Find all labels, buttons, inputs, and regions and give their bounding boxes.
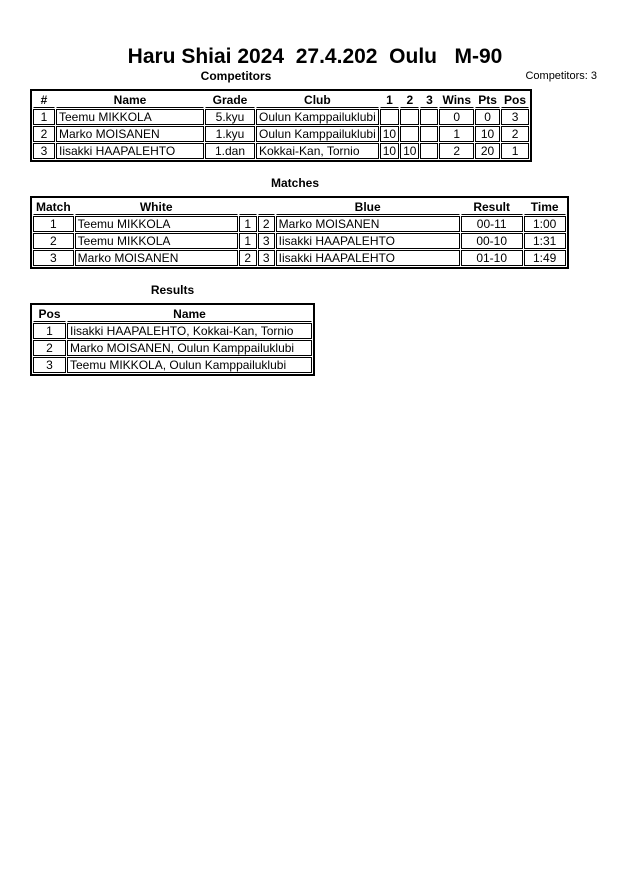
competitors-header-round3: 3 [420, 92, 438, 108]
competitor-grade: 1.dan [205, 143, 255, 159]
competitor-number: 1 [33, 109, 55, 125]
match-blue-competitor-number: 2 [258, 216, 275, 232]
matches-header-match: Match [33, 199, 74, 215]
match-blue-name: Iisakki HAAPALEHTO [276, 250, 460, 266]
competitor-round3-score [420, 126, 438, 142]
match-white-competitor-number: 1 [239, 233, 257, 249]
competitor-row [33, 126, 529, 142]
competitor-pts: 20 [475, 143, 500, 159]
match-blue-name: Iisakki HAAPALEHTO [276, 233, 460, 249]
match-result: 01-10 [461, 250, 523, 266]
result-pos: 3 [33, 357, 66, 373]
results-header-pos: Pos [33, 306, 66, 322]
matches-header-time: Time [524, 199, 566, 215]
match-result: 00-11 [461, 216, 523, 232]
competitor-round3-score [420, 109, 438, 125]
competitor-pts: 0 [475, 109, 500, 125]
competitor-club: Kokkai-Kan, Tornio [256, 143, 379, 159]
match-white-competitor-number: 2 [239, 250, 257, 266]
competitors-header-club: Club [256, 92, 379, 108]
result-name: Iisakki HAAPALEHTO, Kokkai-Kan, Tornio [67, 323, 312, 339]
competitors-header-round1: 1 [380, 92, 399, 108]
matches-table [30, 196, 569, 269]
result-pos: 1 [33, 323, 66, 339]
match-number: 2 [33, 233, 74, 249]
competitor-round2-score: 10 [400, 143, 419, 159]
match-time: 1:00 [524, 216, 566, 232]
match-result: 00-10 [461, 233, 523, 249]
competitor-pts: 10 [475, 126, 500, 142]
competitor-club: Oulun Kamppailuklubi [256, 109, 379, 125]
competitor-name: Iisakki HAAPALEHTO [56, 143, 204, 159]
matches-header-row [33, 199, 566, 215]
competitor-round1-score: 10 [380, 126, 399, 142]
competitor-name: Teemu MIKKOLA [56, 109, 204, 125]
competitors-count-label: Competitors: 3 [525, 70, 597, 82]
matches-header-blue: Blue [276, 199, 460, 215]
competitor-round2-score [400, 109, 419, 125]
page-title: Haru Shiai 2024 27.4.202 Oulu M-90 [127, 45, 503, 68]
competitor-round3-score [420, 143, 438, 159]
competitor-wins: 1 [439, 126, 474, 142]
competitor-pos: 3 [501, 109, 529, 125]
competitors-heading: Competitors [200, 69, 272, 83]
match-number: 3 [33, 250, 74, 266]
competitor-wins: 2 [439, 143, 474, 159]
match-row [33, 216, 566, 232]
matches-header-blue-number [258, 199, 275, 215]
competitors-header-round2: 2 [400, 92, 419, 108]
competitor-name: Marko MOISANEN [56, 126, 204, 142]
competitor-grade: 5.kyu [205, 109, 255, 125]
competitors-header-pts: Pts [475, 92, 500, 108]
match-row [33, 233, 566, 249]
matches-header-white: White [75, 199, 238, 215]
competitor-row [33, 109, 529, 125]
match-blue-competitor-number: 3 [258, 233, 275, 249]
match-number: 1 [33, 216, 74, 232]
match-white-competitor-number: 1 [239, 216, 257, 232]
match-blue-name: Marko MOISANEN [276, 216, 460, 232]
competitor-number: 3 [33, 143, 55, 159]
matches-header-white-number [239, 199, 257, 215]
match-white-name: Teemu MIKKOLA [75, 233, 238, 249]
results-header-name: Name [67, 306, 312, 322]
competitor-round2-score [400, 126, 419, 142]
competitor-round1-score: 10 [380, 143, 399, 159]
match-white-name: Marko MOISANEN [75, 250, 238, 266]
result-row [33, 340, 312, 356]
results-header-row [33, 306, 312, 322]
results-heading: Results [150, 283, 195, 297]
result-name: Marko MOISANEN, Oulun Kamppailuklubi [67, 340, 312, 356]
matches-heading: Matches [270, 176, 320, 190]
match-time: 1:31 [524, 233, 566, 249]
competitors-header-grade: Grade [205, 92, 255, 108]
match-row [33, 250, 566, 266]
match-blue-competitor-number: 3 [258, 250, 275, 266]
competitor-pos: 2 [501, 126, 529, 142]
competitors-header-row [33, 92, 529, 108]
result-row [33, 357, 312, 373]
competitors-header-number: # [33, 92, 55, 108]
match-time: 1:49 [524, 250, 566, 266]
competitor-round1-score [380, 109, 399, 125]
result-pos: 2 [33, 340, 66, 356]
competitor-wins: 0 [439, 109, 474, 125]
matches-header-result: Result [461, 199, 523, 215]
result-name: Teemu MIKKOLA, Oulun Kamppailuklubi [67, 357, 312, 373]
result-row [33, 323, 312, 339]
competitor-row [33, 143, 529, 159]
competitor-pos: 1 [501, 143, 529, 159]
competitors-header-wins: Wins [439, 92, 474, 108]
match-white-name: Teemu MIKKOLA [75, 216, 238, 232]
competitors-header-name: Name [56, 92, 204, 108]
competitors-table [30, 89, 532, 162]
results-table [30, 303, 315, 376]
competitor-club: Oulun Kamppailuklubi [256, 126, 379, 142]
competitor-grade: 1.kyu [205, 126, 255, 142]
competitor-number: 2 [33, 126, 55, 142]
competitors-header-pos: Pos [501, 92, 529, 108]
